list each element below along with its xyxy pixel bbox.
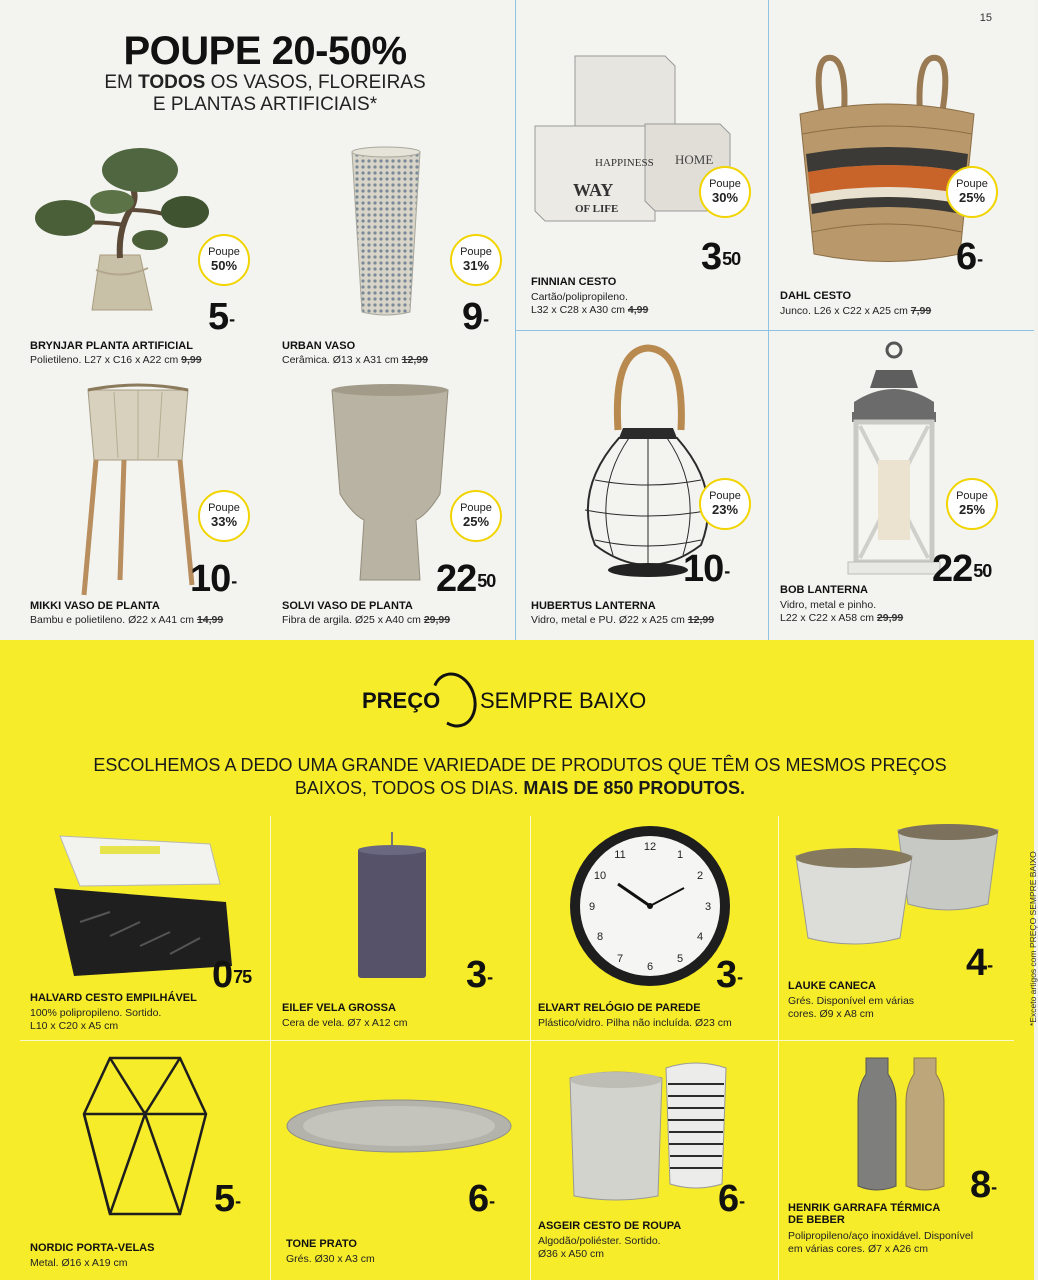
product-price: $22^{50}$: [436, 558, 496, 600]
svg-text:9: 9: [588, 901, 596, 913]
product-halvard[interactable]: [0, 816, 270, 1040]
product-description: Grés. Ø30 x A3 cm: [286, 1253, 375, 1265]
product-name: URBAN VASO: [282, 340, 356, 352]
promo-section: [0, 0, 1034, 640]
clay-vase-image: [328, 384, 452, 584]
svg-text:1: 1: [676, 849, 684, 861]
product-name: ASGEIR CESTO DE ROUPA: [538, 1220, 682, 1232]
mugs-image: [792, 820, 1006, 944]
product-price: 6-: [718, 1178, 745, 1220]
footnote: *Exceto artigos com PREÇO SEMPRE BAIXO: [1028, 851, 1038, 1026]
discount-badge: Poupe 33%: [198, 490, 250, 542]
product-name: FINNIAN CESTO: [531, 276, 617, 288]
product-lauke[interactable]: [778, 816, 1034, 1040]
stackable-baskets-image: [40, 826, 240, 986]
product-elvart[interactable]: [530, 816, 778, 1040]
discount-badge: Poupe 25%: [450, 490, 502, 542]
product-description: Metal. Ø16 x A19 cm: [30, 1257, 128, 1269]
product-tone[interactable]: [270, 1040, 530, 1280]
svg-text:12: 12: [643, 841, 657, 853]
low-price-section: [0, 640, 1038, 1280]
discount-badge: Poupe 25%: [946, 478, 998, 530]
headline-subtitle-2: E PLANTAS ARTIFICIAIS*: [152, 94, 378, 115]
discount-badge: Poupe 50%: [198, 234, 250, 286]
product-dahl[interactable]: [768, 0, 1034, 330]
discount-badge: Poupe 30%: [699, 166, 751, 218]
logo-text-left: PREÇO: [362, 688, 441, 713]
product-asgeir[interactable]: [530, 1040, 778, 1280]
candle-holder-image: [80, 1054, 210, 1218]
product-description: Algodão/poliéster. Sortido. Ø36 x A50 cm: [538, 1235, 661, 1260]
product-name: HENRIK GARRAFA TÉRMICA DE BEBER: [788, 1202, 941, 1226]
plate-image: [284, 1096, 514, 1156]
svg-text:7: 7: [616, 953, 624, 965]
product-price: $0^{75}$: [212, 954, 252, 996]
headline-subtitle: EM TODOS OS VASOS, FLOREIRAS: [104, 72, 426, 93]
product-name: ELVART RELÓGIO DE PAREDE: [538, 1002, 701, 1014]
product-description: Vidro, metal e PU. Ø22 x A25 cm 12,99: [531, 614, 715, 626]
product-description: Plástico/vidro. Pilha não incluída. Ø23 cm: [538, 1017, 732, 1029]
product-name: BRYNJAR PLANTA ARTIFICIAL: [30, 340, 193, 352]
product-name: EILEF VELA GROSSA: [282, 1002, 396, 1014]
product-description: Fibra de argila. Ø25 x A40 cm 29,99: [282, 614, 451, 626]
product-hubertus[interactable]: [515, 330, 768, 640]
product-description: Cera de vela. Ø7 x A12 cm: [282, 1017, 408, 1029]
product-urban[interactable]: [260, 0, 515, 366]
product-brynjar[interactable]: [0, 0, 260, 366]
product-description: Bambu e polietileno. Ø22 x A41 cm 14,99: [30, 614, 224, 626]
product-solvi[interactable]: [260, 370, 515, 640]
product-bob[interactable]: [768, 330, 1034, 640]
product-eilef[interactable]: [270, 816, 530, 1040]
product-name: MIKKI VASO DE PLANTA: [30, 600, 160, 612]
bonsai-plant-image: [30, 140, 210, 320]
wood-lantern-image: [834, 340, 954, 580]
product-nordic[interactable]: [0, 1040, 270, 1280]
product-finnian[interactable]: [515, 0, 768, 330]
discount-badge: Poupe 23%: [699, 478, 751, 530]
product-description: Cartão/polipropileno. L32 x C28 x A30 cm 4,99: [531, 291, 649, 316]
product-henrik[interactable]: [778, 1040, 1034, 1280]
plant-stand-image: [74, 380, 204, 600]
section-intro: ESCOLHEMOS A DEDO UMA GRANDE VARIEDADE DE PRODUTOS QUE TÊM OS MESMOS PREÇOS BAIXOS, TODOS OS DIAS. MAIS DE 850 PRODUTOS.: [93, 755, 947, 798]
product-price: 6-: [956, 236, 983, 278]
box-text: WAY: [573, 180, 614, 200]
headline-title: POUPE 20-50%: [123, 29, 407, 73]
product-description: Cerâmica. Ø13 x A31 cm 12,99: [282, 354, 428, 366]
product-name: LAUKE CANECA: [788, 980, 876, 992]
product-price: 3-: [716, 954, 743, 996]
product-price: 5-: [214, 1178, 241, 1220]
product-price: 9-: [462, 296, 489, 338]
product-price: $3^{50}$: [701, 236, 741, 278]
preco-sempre-baixo-logo: [362, 682, 682, 722]
product-name: NORDIC PORTA-VELAS: [30, 1242, 155, 1254]
logo-text-right: SEMPRE BAIXO: [480, 688, 647, 713]
product-description: Junco. L26 x C22 x A25 cm 7,99: [780, 305, 932, 317]
svg-text:8: 8: [596, 931, 604, 943]
box-text: HAPPINESS: [595, 157, 654, 169]
product-name: TONE PRATO: [286, 1238, 357, 1250]
product-name: BOB LANTERNA: [780, 584, 868, 596]
discount-badge: Poupe 25%: [946, 166, 998, 218]
product-price: 3-: [466, 954, 493, 996]
product-price: 8-: [970, 1164, 997, 1206]
product-price: 6-: [468, 1178, 495, 1220]
svg-text:11: 11: [614, 849, 626, 861]
box-text: HOME: [675, 152, 714, 167]
product-name: HUBERTUS LANTERNA: [531, 600, 656, 612]
product-name: SOLVI VASO DE PLANTA: [282, 600, 413, 612]
thermal-bottles-image: [858, 1046, 948, 1196]
vase-image: [348, 146, 424, 318]
svg-text:5: 5: [676, 953, 684, 965]
candle-image: [354, 832, 430, 982]
product-price: 10-: [190, 558, 237, 600]
svg-text:3: 3: [704, 901, 712, 913]
svg-text:6: 6: [646, 961, 654, 973]
product-description: Grés. Disponível em várias cores. Ø9 x A8 cm: [788, 995, 915, 1020]
discount-badge: Poupe 31%: [450, 234, 502, 286]
svg-text:4: 4: [696, 931, 704, 943]
woven-basket-image: [792, 44, 983, 278]
product-name: DAHL CESTO: [780, 290, 852, 302]
product-description: Polietileno. L27 x C16 x A22 cm 9,99: [30, 354, 202, 366]
product-description: Polipropileno/aço inoxidável. Disponível em várias cores. Ø7 x A26 cm: [788, 1230, 974, 1255]
page-number: 15: [979, 12, 992, 24]
product-description: Vidro, metal e pinho. L22 x C22 x A58 cm 29,99: [780, 599, 904, 624]
wall-clock-image: [560, 824, 740, 988]
svg-text:2: 2: [696, 870, 704, 882]
product-price: 5-: [208, 296, 235, 338]
product-description: 100% polipropileno. Sortido. L10 x C20 x A5 cm: [30, 1007, 162, 1032]
product-mikki[interactable]: [0, 370, 260, 640]
product-price: $22^{50}$: [932, 548, 992, 590]
svg-text:10: 10: [593, 870, 607, 882]
box-text: OF LIFE: [575, 203, 619, 215]
product-price: 10-: [683, 548, 730, 590]
product-price: 4-: [966, 942, 993, 984]
product-name: HALVARD CESTO EMPILHÁVEL: [30, 992, 197, 1004]
laundry-basket-image: [566, 1054, 732, 1204]
